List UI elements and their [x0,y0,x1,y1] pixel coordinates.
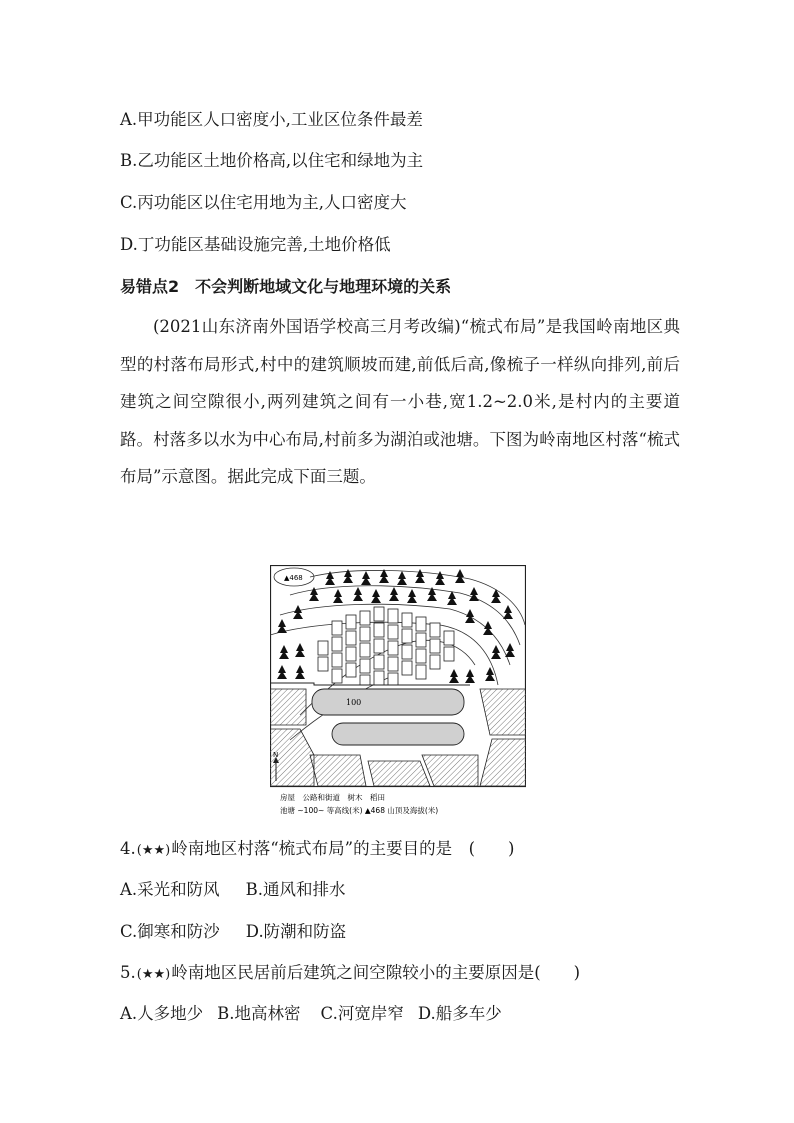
q5-stem: 岭南地区民居前后建筑之间空隙较小的主要原因是( ) [171,963,581,982]
comb-layout-map [270,565,526,817]
q5-number: 5. [120,963,136,982]
section-heading: 易错点2 不会判断地域文化与地理环境的关系 [120,277,452,296]
question-4 [120,835,514,859]
q5-option-a: A.人多地少 [120,1004,204,1023]
legend-row-2: 池塘 ~100~ 等高线(米) ▲468 山顶及海拔(米) [280,806,439,815]
q4-option-a: A.采光和防风 [120,880,220,899]
q5-option-d: D.船多车少 [417,1004,502,1023]
option-3d: D.丁功能区基础设施完善,土地价格低 [120,235,391,254]
q4-options-row1 [120,876,372,900]
q4-stem: 岭南地区村落“梳式布局”的主要目的是 ( ) [171,839,515,858]
q4-option-c: C.御寒和防沙 [120,922,220,941]
contour-100-label: 100 [346,698,362,707]
q4-option-d: D.防潮和防盗 [245,922,347,941]
option-3a: A.甲功能区人口密度小,工业区位条件最差 [120,110,423,129]
option-3c: C.丙功能区以住宅用地为主,人口密度大 [120,193,407,212]
q4-number: 4. [120,839,136,858]
map-svg [270,565,526,817]
peak-label: ▲468 [284,574,303,582]
svg-text:N: N [273,751,279,759]
legend-row-1: 房屋 公路和街道 树木 稻田 [280,793,385,802]
q4-option-b: B.通风和排水 [245,880,346,899]
difficulty-star-icon: (★★) [136,843,171,858]
difficulty-star-icon: (★★) [136,967,171,982]
passage: (2021山东济南外国语学校高三月考改编)“梳式布局”是我国岭南地区典型的村落布局形式,村中的建筑顺坡而建,前低后高,像梳子一样纵向排列,前后建筑之间空隙很小,两列建筑之间有一小巷,宽1.2~2.0米,是村内的主要道路。村落多以水为中心布局,村前多为湖泊或池塘。下图为岭南地区村落“梳式布局”示意图。据此完成下面三题。 [120,317,680,486]
question-5 [120,959,580,983]
q5-options [120,1000,528,1024]
q5-option-b: B.地高林密 [217,1004,301,1023]
q5-option-c: C.河宽岸窄 [320,1004,404,1023]
q4-options-row2 [120,918,372,942]
option-3b: B.乙功能区土地价格高,以住宅和绿地为主 [120,151,424,170]
